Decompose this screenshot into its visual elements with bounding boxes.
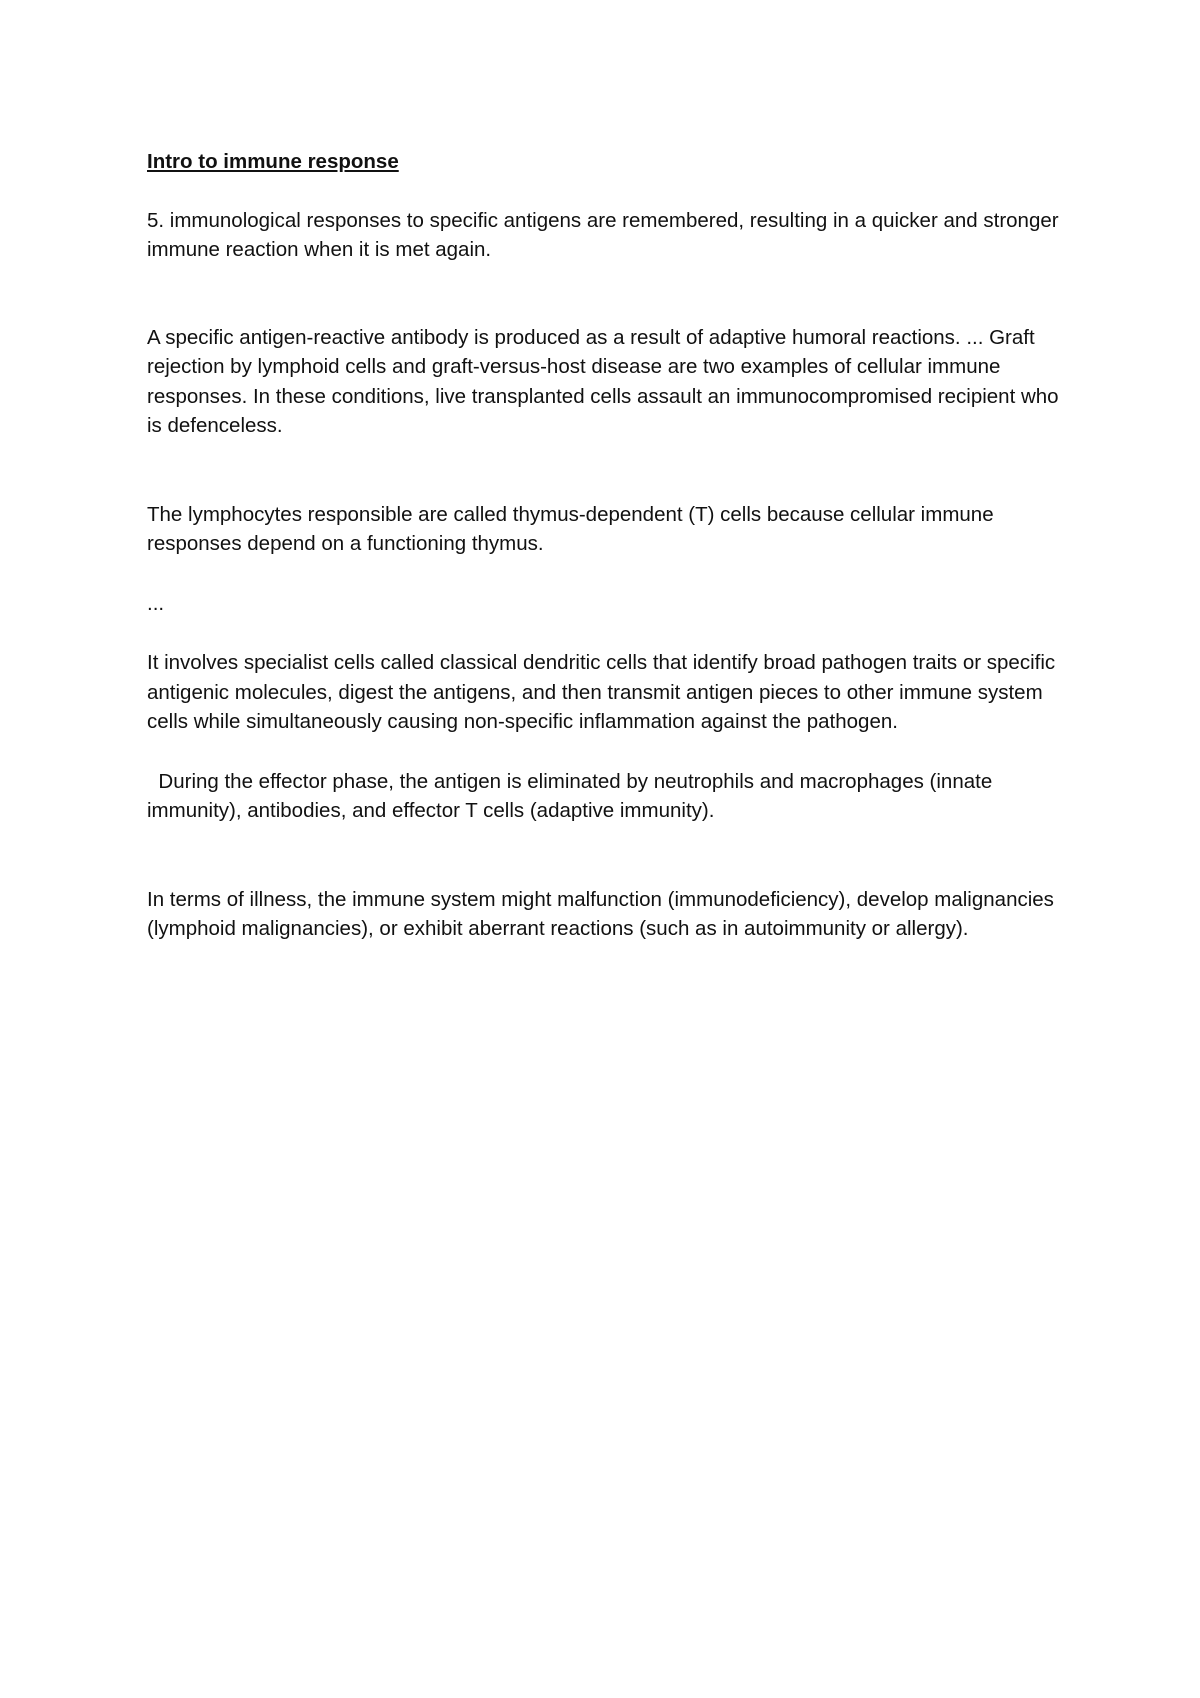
paragraph-t-cells: The lymphocytes responsible are called thymus-dependent (T) cells because cellular immune responses depend on a functioning thymus. [147, 502, 1000, 555]
paragraph-illness: In terms of illness, the immune system might malfunction (immunodeficiency), develop malignancies (lymphoid malignancies), or exhibit aberrant reactions (such as in autoimmunity or allergy). [147, 887, 1060, 940]
paragraph-humoral-cellular: A specific antigen-reactive antibody is produced as a result of adaptive humoral reactions. ... Graft rejection by lymphoid cells and graft-versus-host disease are two examples of cellular immune responses. In these conditions, live transplanted cells assault an immunocompromised recipient who is defenceless. [147, 325, 1065, 437]
document-title: Intro to immune response [147, 150, 399, 173]
paragraph-memory: 5. immunological responses to specific antigens are remembered, resulting in a quicker and stronger immune reaction when it is met again. [147, 208, 1065, 261]
paragraph-effector-phase: During the effector phase, the antigen is eliminated by neutrophils and macrophages (innate immunity), antibodies, and effector T cells (adaptive immunity). [147, 769, 998, 822]
paragraph-ellipsis: ... [147, 591, 165, 615]
paragraph-dendritic-cells: It involves specialist cells called classical dendritic cells that identify broad pathogen traits or specific antigenic molecules, digest the antigens, and then transmit antigen pieces to other immune system cells while simultaneously causing non-specific inflammation against the pathogen. [147, 651, 1061, 733]
document-body [147, 147, 1077, 944]
